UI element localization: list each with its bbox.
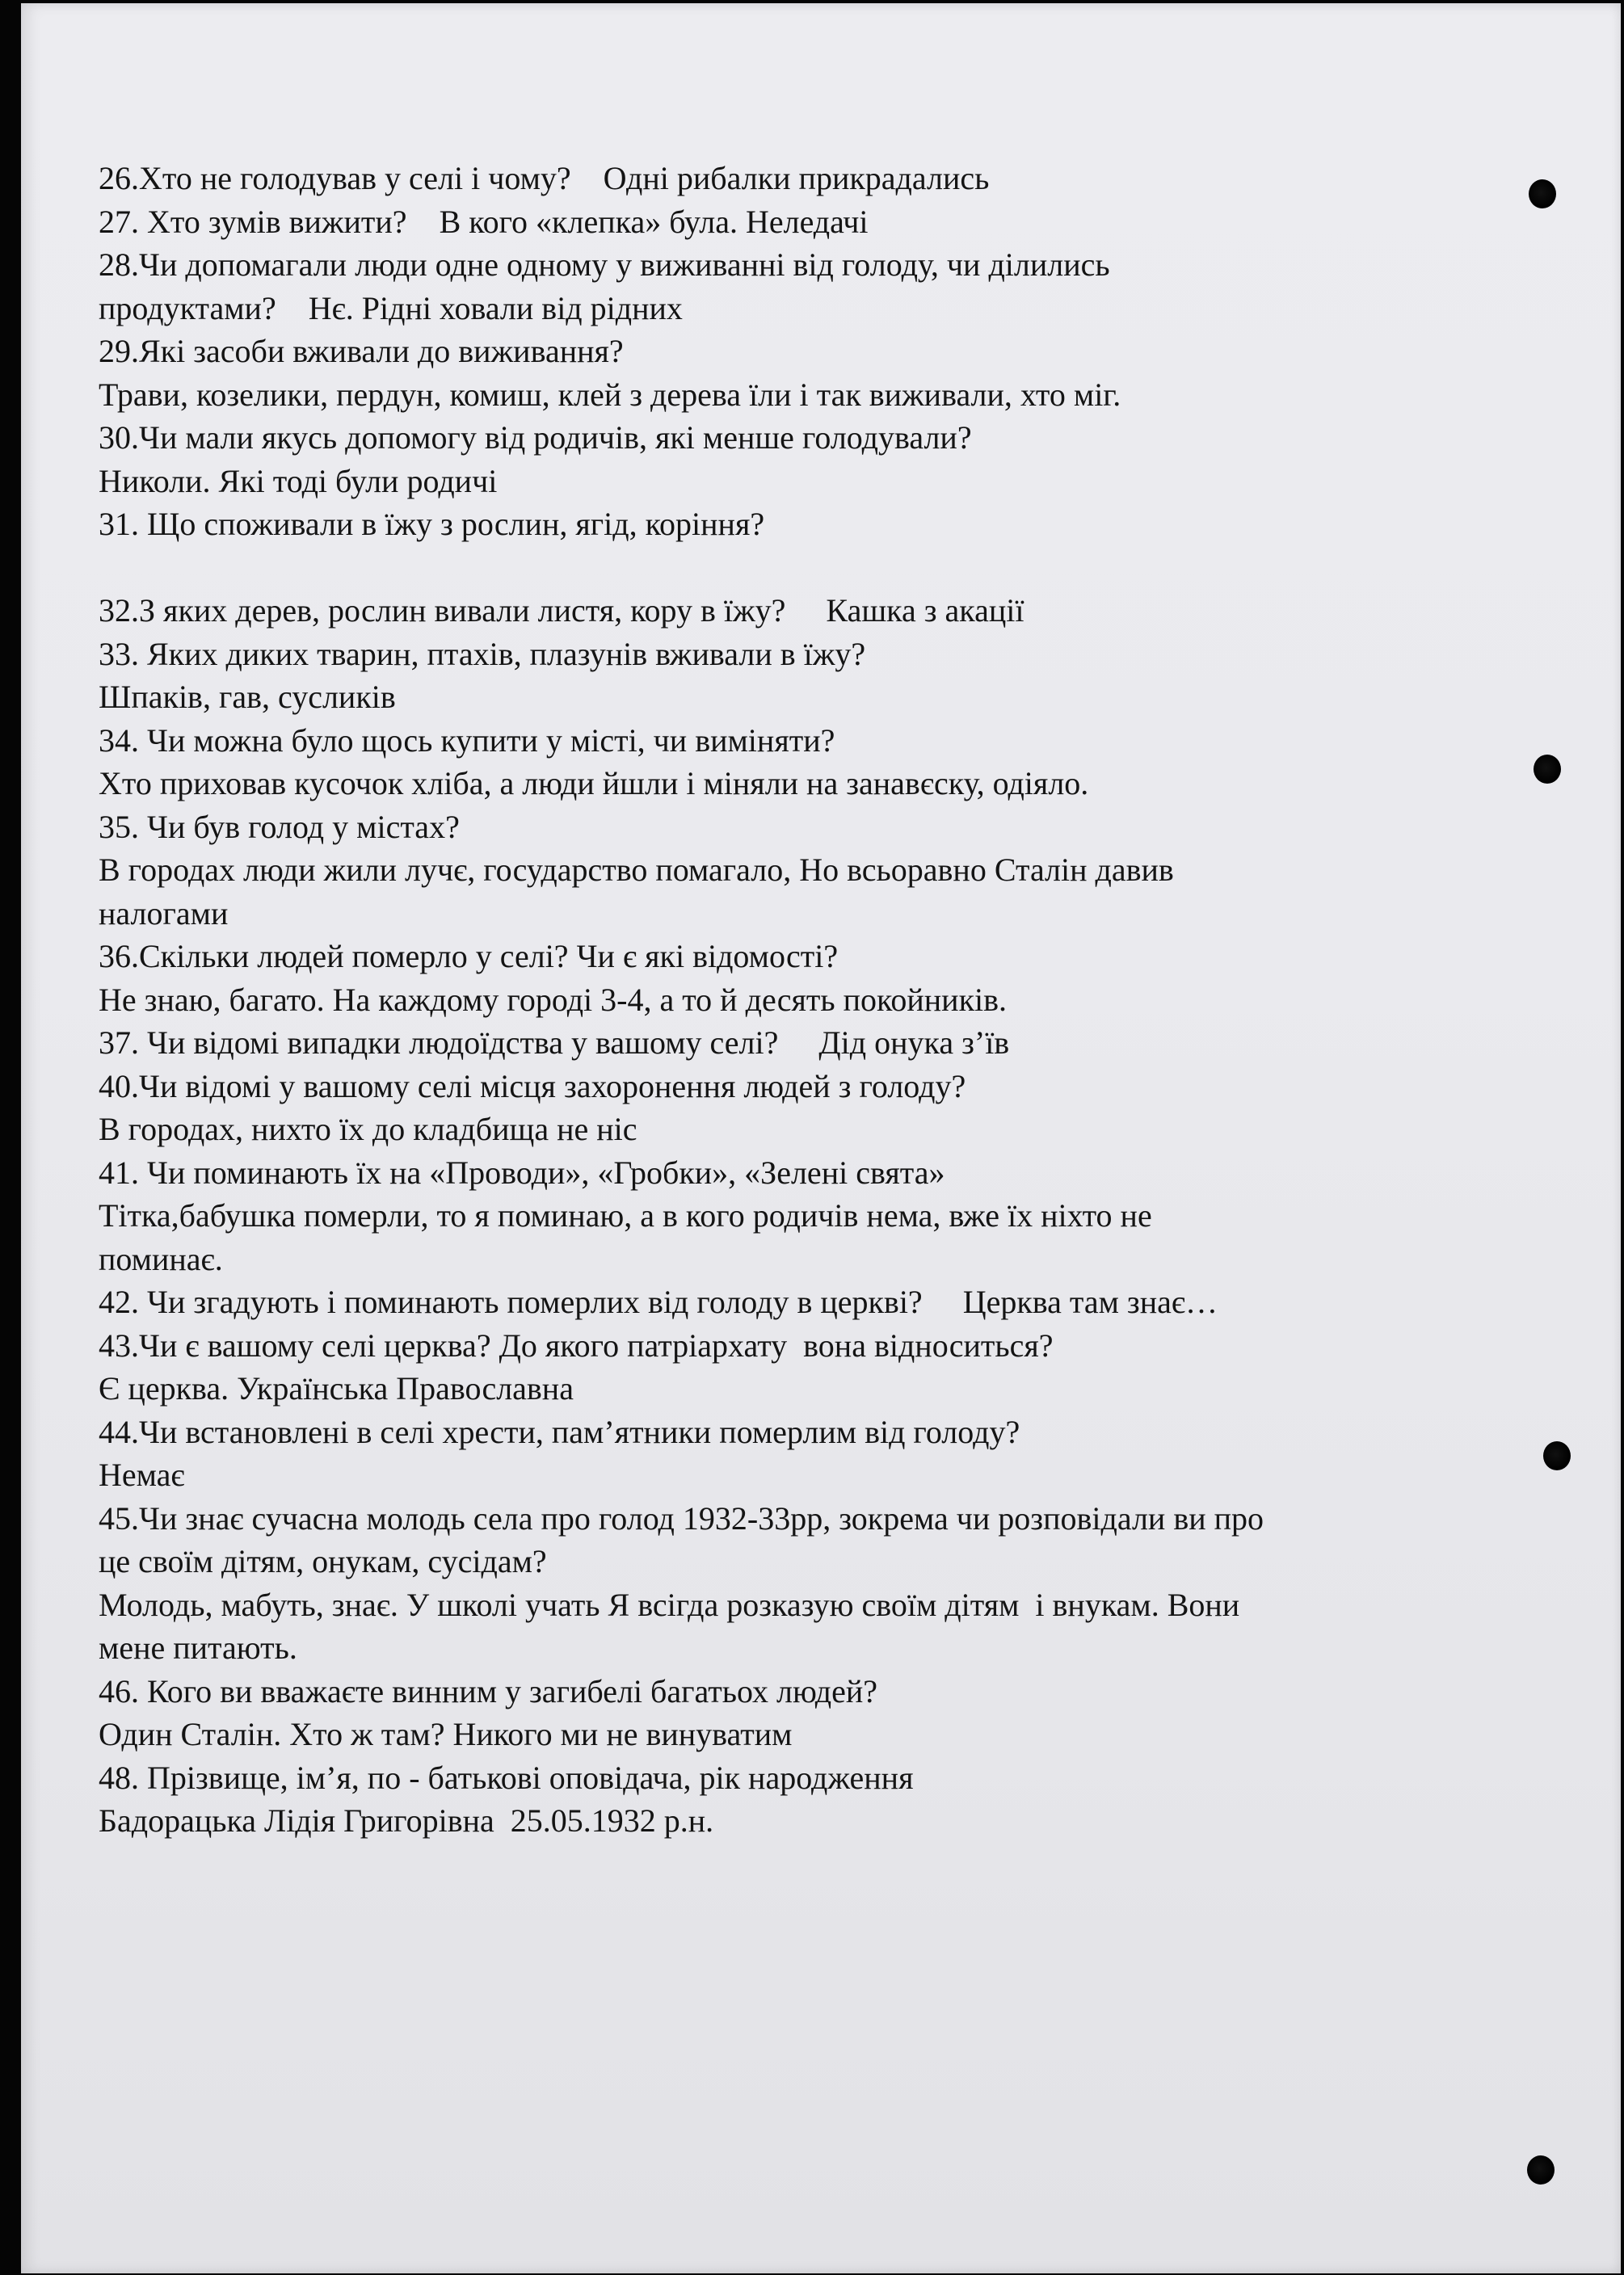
text-line: Є церква. Українська Православна	[99, 1370, 574, 1407]
text-line: Трави, козелики, пердун, комиш, клей з дерева їли і так виживали, хто міг.	[99, 376, 1121, 413]
text-line: Не знаю, багато. На каждому городі 3-4, а то й десять покойників.	[99, 981, 1008, 1018]
text-line: 34. Чи можна було щось купити у місті, чи виміняти?	[99, 721, 835, 759]
text-line: 36.Скільки людей померло у селі? Чи є які відомості?	[99, 938, 839, 974]
text-line: мене питають.	[99, 1630, 297, 1666]
text-line: 37. Чи відомі випадки людоїдства у вашому селі? Дід онука з’їв	[99, 1024, 1010, 1061]
punch-hole-middle	[1534, 755, 1561, 784]
punch-hole-top	[1529, 179, 1556, 208]
questionnaire-text	[99, 157, 1521, 1843]
text-line: Бадорацька Лідія Григорівна 25.05.1932 р.н.	[99, 1802, 714, 1839]
text-line: Один Сталін. Хто ж там? Никого ми не винуватим	[99, 1716, 793, 1752]
text-line: 43.Чи є вашому селі церква? До якого патріархату вона відноситься?	[99, 1327, 1054, 1364]
text-line: 48. Прізвище, ім’я, по - батькові оповідача, рік народження	[99, 1759, 914, 1796]
text-line: 30.Чи мали якусь допомогу від родичів, які менше голодували?	[99, 419, 972, 456]
blank-line	[99, 546, 1521, 590]
text-line: Хто приховав кусочок хліба, а люди йшли і міняли на занавєску, одіяло.	[99, 765, 1089, 801]
text-line: 42. Чи згадують і поминають померлих від голоду в церкві? Церква там знає…	[99, 1284, 1218, 1320]
text-line: 41. Чи поминають їх на «Проводи», «Гробки», «Зелені свята»	[99, 1154, 945, 1191]
text-line: 27. Хто зумів вижити? В кого «клепка» була. Неледачі	[99, 203, 869, 240]
text-line: Николи. Які тоді були родичі	[99, 462, 498, 499]
text-line: Шпаків, гав, сусликів	[99, 679, 396, 715]
text-line: налогами	[99, 894, 229, 931]
text-line: 29.Які засоби вживали до виживання?	[99, 333, 624, 369]
text-line: 44.Чи встановлені в селі хрести, пам’ятники померлим від голоду?	[99, 1413, 1020, 1450]
text-line: 31. Що споживали в їжу з рослин, ягід, коріння?	[99, 506, 765, 542]
text-line: поминає.	[99, 1240, 223, 1277]
text-line: це своїм дітям, онукам, сусідам?	[99, 1543, 547, 1579]
text-line: Тітка,бабушка померли, то я поминаю, а в кого родичів нема, вже їх ніхто не	[99, 1197, 1152, 1234]
paper-sheet	[21, 3, 1621, 2273]
text-line: 46. Кого ви вважаєте винним у загибелі багатьох людей?	[99, 1672, 878, 1709]
text-line: 32.З яких дерев, рослин вивали листя, кору в їжу? Кашка з акації	[99, 592, 1024, 629]
punch-hole-bottom	[1527, 2155, 1555, 2185]
text-line: В городах люди жили лучє, государство помагало, Но всьоравно Сталін давив	[99, 852, 1174, 888]
text-line: Немає	[99, 1457, 185, 1493]
text-line: продуктами? Нє. Рідні ховали від рідних	[99, 289, 683, 326]
text-line: 33. Яких диких тварин, птахів, плазунів вживали в їжу?	[99, 635, 866, 672]
text-line: 45.Чи знає сучасна молодь села про голод 1932-33рр, зокрема чи розповідали ви про	[99, 1499, 1264, 1537]
text-line: 28.Чи допомагали люди одне одному у виживанні від голоду, чи ділились	[99, 246, 1110, 283]
text-line: В городах, нихто їх до кладбища не ніс	[99, 1111, 637, 1147]
punch-hole-lower	[1543, 1441, 1571, 1470]
text-line: 26.Хто не голодував у селі і чому? Одні рибалки прикрадались	[99, 160, 990, 196]
text-line: 40.Чи відомі у вашому селі місця захоронення людей з голоду?	[99, 1067, 966, 1104]
text-line: Молодь, мабуть, знає. У школі учать Я всігда розказую своїм дітям і внукам. Вони	[99, 1586, 1240, 1623]
text-line: 35. Чи був голод у містах?	[99, 808, 460, 845]
